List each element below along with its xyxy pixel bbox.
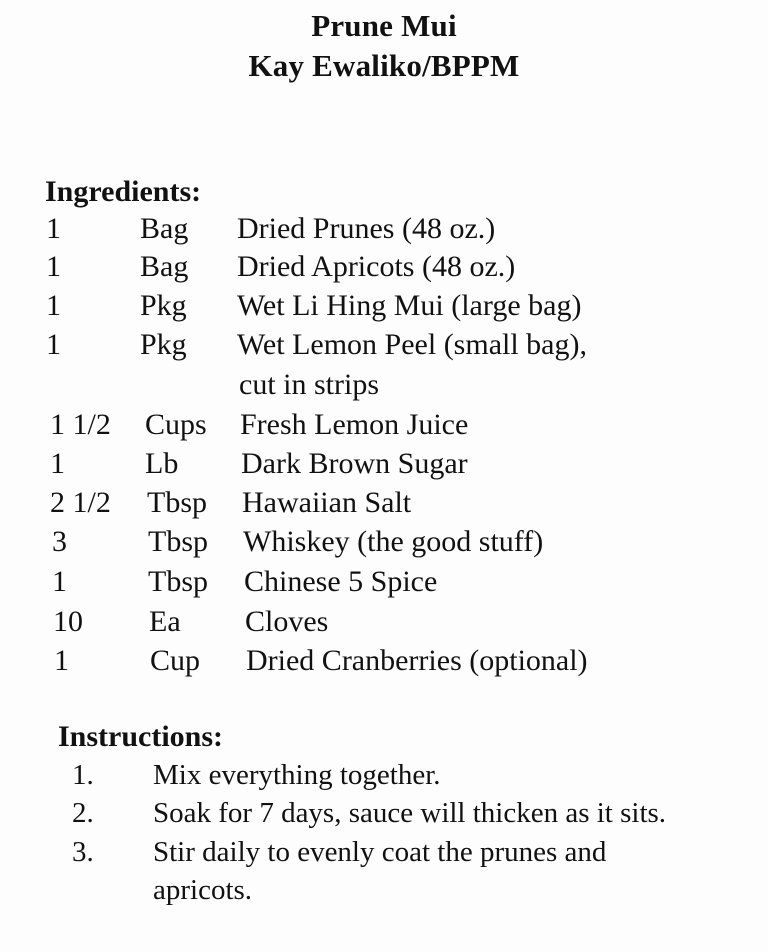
ingredient-qty: 1	[46, 289, 61, 322]
ingredient-name: Dried Apricots (48 oz.)	[237, 250, 516, 283]
ingredient-name: Dried Prunes (48 oz.)	[237, 212, 496, 245]
ingredient-row	[0, 447, 768, 487]
ingredient-qty: 1	[46, 212, 61, 245]
ingredient-row	[0, 408, 768, 448]
ingredient-qty: 1	[46, 328, 61, 361]
ingredient-row	[0, 328, 768, 368]
ingredient-name: Fresh Lemon Juice	[240, 408, 469, 441]
step-text-continuation: apricots.	[153, 874, 253, 906]
ingredient-unit: Ea	[149, 605, 181, 638]
step-number: 2.	[72, 797, 94, 829]
ingredient-qty: 2 1/2	[50, 486, 111, 519]
ingredient-name: Cloves	[245, 605, 329, 638]
ingredient-name: Hawaiian Salt	[242, 486, 412, 519]
ingredient-row	[0, 212, 768, 252]
ingredient-row	[0, 525, 768, 565]
ingredient-unit: Tbsp	[147, 486, 207, 519]
ingredient-name: Wet Li Hing Mui (large bag)	[237, 289, 582, 322]
ingredient-row	[0, 486, 768, 526]
ingredient-unit: Bag	[140, 250, 189, 283]
step-text: Mix everything together.	[153, 759, 441, 791]
ingredient-qty: 1	[54, 644, 69, 677]
ingredient-unit: Tbsp	[148, 565, 208, 598]
ingredient-unit: Pkg	[140, 328, 187, 361]
step-text: Stir daily to evenly coat the prunes and	[153, 836, 607, 868]
ingredient-qty: 10	[53, 605, 83, 638]
ingredients-heading: Ingredients:	[45, 175, 202, 208]
recipe-title: Prune Mui	[311, 8, 457, 43]
ingredient-qty: 1 1/2	[50, 408, 111, 441]
ingredient-row	[0, 565, 768, 605]
ingredient-row	[0, 289, 768, 329]
instructions-heading: Instructions:	[58, 720, 224, 753]
step-number: 1.	[72, 759, 94, 791]
ingredient-qty: 1	[46, 250, 61, 283]
ingredient-unit: Lb	[145, 447, 179, 480]
ingredient-name: Chinese 5 Spice	[244, 565, 438, 598]
ingredient-qty: 1	[52, 565, 67, 598]
ingredient-unit: Tbsp	[148, 525, 208, 558]
ingredient-row	[0, 644, 768, 684]
ingredient-row	[0, 605, 768, 645]
recipe-author: Kay Ewaliko/BPPM	[248, 48, 520, 83]
step-text: Soak for 7 days, sauce will thicken as it sits.	[153, 797, 667, 829]
ingredient-unit: Cup	[150, 644, 201, 677]
ingredient-row	[0, 250, 768, 290]
ingredient-qty: 3	[52, 525, 67, 558]
ingredient-qty: 1	[50, 447, 65, 480]
ingredient-unit: Pkg	[140, 289, 187, 322]
ingredient-name: Whiskey (the good stuff)	[243, 525, 544, 558]
step-number: 3.	[72, 836, 94, 868]
ingredient-name-continuation: cut in strips	[239, 368, 379, 401]
ingredient-unit: Bag	[140, 212, 189, 245]
ingredient-row-continuation	[0, 368, 768, 408]
ingredient-name: Dark Brown Sugar	[241, 447, 468, 480]
ingredient-name: Dried Cranberries (optional)	[246, 644, 588, 677]
ingredient-name: Wet Lemon Peel (small bag),	[237, 328, 587, 361]
ingredient-unit: Cups	[145, 408, 207, 441]
